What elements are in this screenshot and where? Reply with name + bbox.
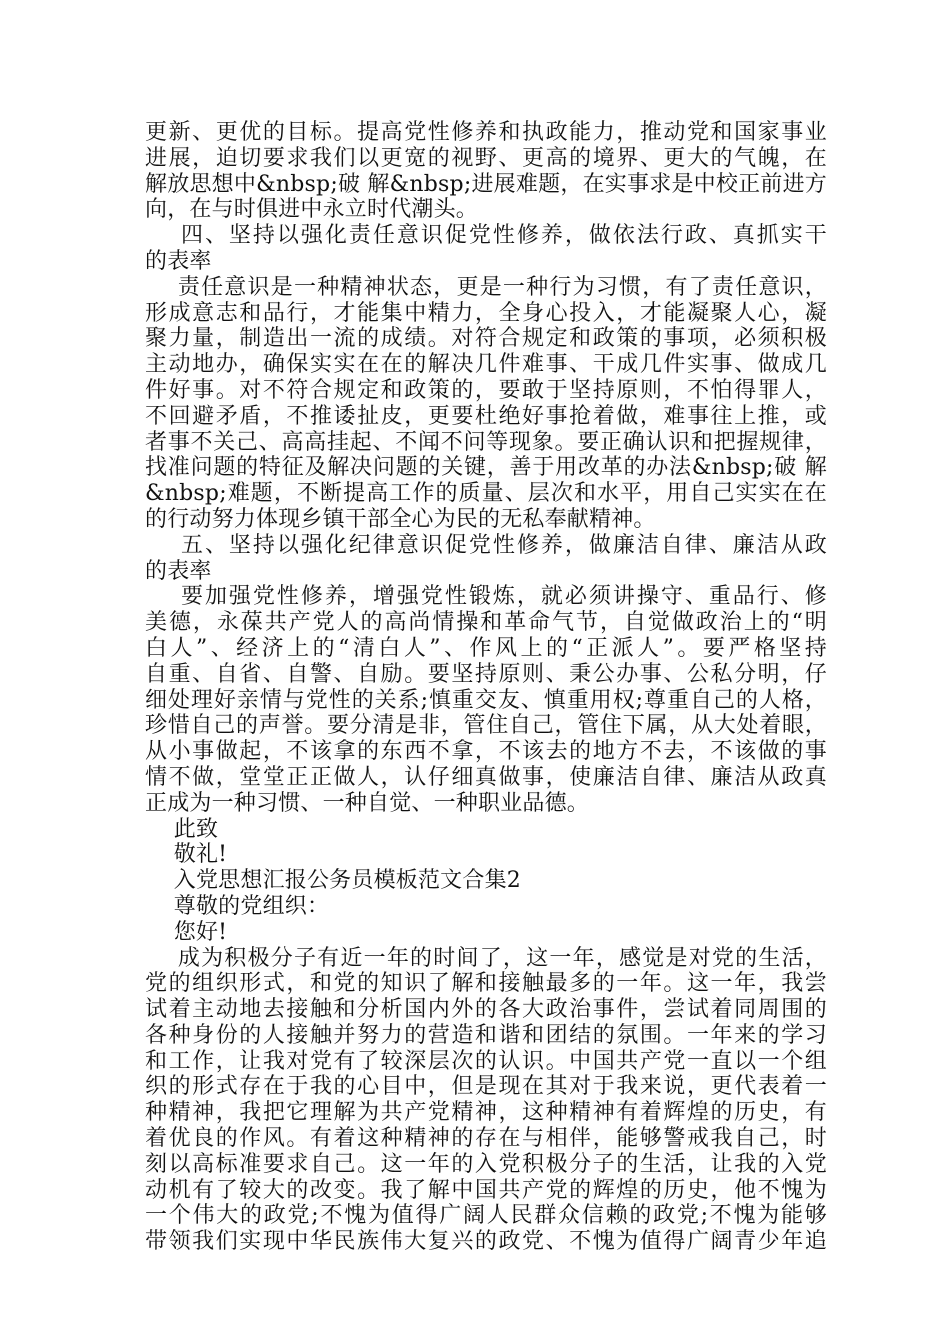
text-line: 件好事。对不符合规定和政策的，要敢于坚持原则，不怕得罪人， (145, 377, 827, 403)
text-line: 刻以高标准要求自己。这一年的入党积极分子的生活，让我的入党 (145, 1151, 827, 1177)
text-line: 着优良的作风。有着这种精神的存在与相伴，能够警戒我自己，时 (145, 1126, 827, 1152)
text-line: 动机有了较大的改变。我了解中国共产党的辉煌的历史，他不愧为 (145, 1177, 827, 1203)
text-line: 成为积极分子有近一年的时间了，这一年，感觉是对党的生活， (145, 945, 827, 971)
text-line: 一个伟大的政党;不愧为值得广阔人民群众信赖的政党;不愧为能够 (145, 1203, 827, 1229)
section-heading-4-cont: 的表率 (145, 248, 212, 274)
text-line: 正成为一种习惯、一种自觉、一种职业品德。 (145, 790, 590, 816)
text-line: 向，在与时俱进中永立时代潮头。 (145, 197, 479, 223)
text-line: 各种身份的人接触并努力的营造和谐和团结的氛围。一年来的学习 (145, 1022, 827, 1048)
text-line: 解放思想中&nbsp;破 解&nbsp;进展难题，在实事求是中校正前进方 (145, 171, 827, 197)
text-line: 种精神，我把它理解为共产党精神，这种精神有着辉煌的历史，有 (145, 1100, 827, 1126)
text-line: 自重、自省、自警、自励。要坚持原则、秉公办事、公私分明，仔 (145, 661, 827, 687)
text-line: &nbsp;难题，不断提高工作的质量、层次和水平，用自己实实在在 (145, 481, 827, 507)
text-line: 带领我们实现中华民族伟大复兴的政党、不愧为值得广阔青少年追 (145, 1229, 827, 1255)
text-line: 美德，永葆共产党人的高尚情操和革命气节，自觉做政治上的“明 (145, 610, 827, 636)
text-line: 找准问题的特征及解决问题的关键，善于用改革的办法&nbsp;破 解 (145, 455, 827, 481)
text-line: 更新、更优的目标。提高党性修养和执政能力，推动党和国家事业 (145, 120, 827, 145)
text-line: 不回避矛盾，不推诿扯皮，更要杜绝好事抢着做，难事往上推，或 (145, 403, 827, 429)
text-line: 织的形式存在于我的心目中，但是现在其对于我来说，更代表着一 (145, 1074, 827, 1100)
text-line: 主动地办，确保实实在在的解决几件难事、干成几件实事、做成几 (145, 352, 827, 378)
text-line: 细处理好亲情与党性的关系;慎重交友、慎重用权;尊重自己的人格， (145, 687, 827, 713)
text-line: 要加强党性修养，增强党性锻炼，就必须讲操守、重品行、修 (145, 584, 827, 610)
section-heading-4: 四、坚持以强化责任意识促党性修养，做依法行政、真抓实干 (145, 223, 827, 249)
text-line: 形成意志和品行，才能集中精力，全身心投入，才能凝聚人心，凝 (145, 300, 827, 326)
text-line: 聚力量，制造出一流的成绩。对符合规定和政策的事项，必须积极 (145, 326, 827, 352)
section-heading-5: 五、坚持以强化纪律意识促党性修养，做廉洁自律、廉洁从政 (145, 532, 827, 558)
text-line: 和工作，让我对党有了较深层次的认识。中国共产党一直以一个组 (145, 1048, 827, 1074)
closing-regards: 敬礼! (145, 842, 228, 868)
text-line: 情不做，堂堂正正做人，认仔细真做事，使廉洁自律、廉洁从政真 (145, 764, 827, 790)
closing-salutation: 此致 (145, 816, 219, 842)
article-title: 入党思想汇报公务员模板范文合集2 (145, 868, 521, 894)
text-line: 进展，迫切要求我们以更宽的视野、更高的境界、更大的气魄，在 (145, 145, 827, 171)
text-line: 从小事做起，不该拿的东西不拿，不该去的地方不去，不该做的事 (145, 739, 827, 765)
document-body (145, 120, 827, 1255)
text-line: 白人”、经济上的“清白人”、作风上的“正派人”。要严格坚持 (145, 635, 827, 661)
text-line: 珍惜自己的声誉。要分清是非，管住自己，管住下属，从大处着眼， (145, 713, 827, 739)
text-line: 责任意识是一种精神状态，更是一种行为习惯，有了责任意识， (145, 274, 827, 300)
greeting: 您好! (145, 919, 228, 945)
text-line: 试着主动地去接触和分析国内外的各大政治事件，尝试着同周围的 (145, 997, 827, 1023)
text-line: 者事不关己、高高挂起、不闻不问等现象。要正确认识和把握规律， (145, 429, 827, 455)
text-line: 党的组织形式，和党的知识了解和接触最多的一年。这一年，我尝 (145, 971, 827, 997)
text-line: 的行动努力体现乡镇干部全心为民的无私奉献精神。 (145, 506, 656, 532)
section-heading-5-cont: 的表率 (145, 558, 212, 584)
greeting-recipient: 尊敬的党组织： (145, 893, 330, 919)
